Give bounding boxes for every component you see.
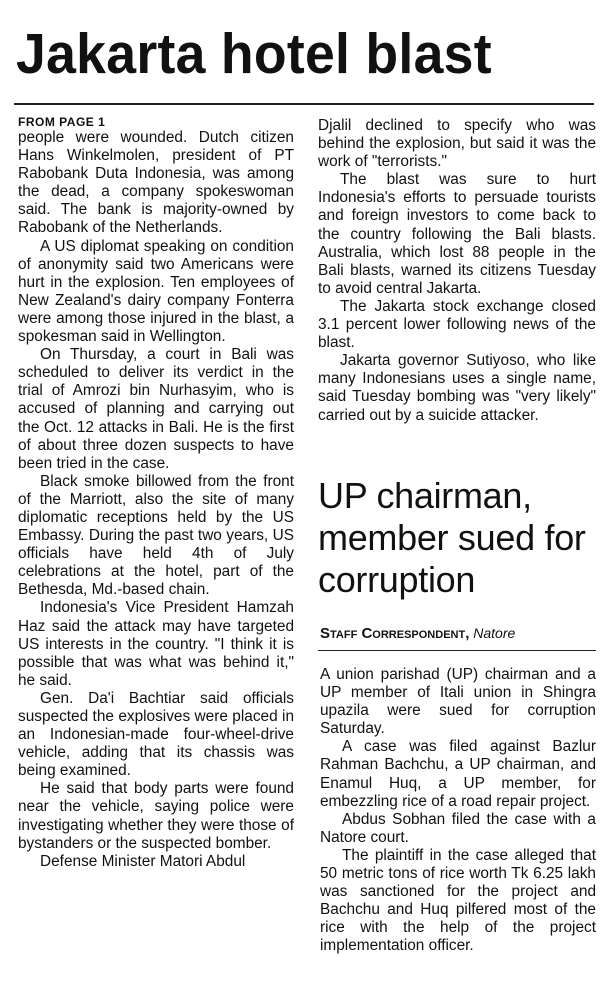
article-paragraph: people were wounded. Dutch citizen Hans Winkelmolen, president of PT Rabobank Duta Indonesia, was among the dead, a company spokeswoman said. The bank is majority-owned by Rabobank of the Netherlands. xyxy=(18,129,294,237)
article-paragraph: The Jakarta stock exchange closed 3.1 percent lower following news of the blast. xyxy=(318,297,596,352)
article-paragraph: He said that body parts were found near the vehicle, saying police were investigating whether they were those of bystanders or the suspected bomber. xyxy=(18,780,294,852)
article-paragraph: The blast was sure to hurt Indonesia's efforts to persuade tourists and foreign investors to come back to the country following the Bali blasts. Australia, which lost 88 people in the Bali blasts, warned its citizens Tuesday to avoid central Jakarta. xyxy=(318,171,596,297)
article-paragraph: A case was filed against Bazlur Rahman Bachchu, a UP chairman, and Enamul Huq, a UP member, for embezzling rice of a road repair project. xyxy=(320,738,596,810)
byline-name: Staff Correspondent, xyxy=(320,625,470,642)
article-paragraph: Jakarta governor Sutiyoso, who like many Indonesians uses a single name, said Tuesday bombing was "very likely" carried out by a suicide attacker. xyxy=(318,352,596,424)
article-paragraph: On Thursday, a court in Bali was scheduled to deliver its verdict in the trial of Amrozi bin Nurhasyim, who is accused of planning and carrying out the Oct. 12 attacks in Bali. He is the first of about three dozen suspects to have been tried in the case. xyxy=(18,346,294,472)
article-paragraph: Abdus Sobhan filed the case with a Natore court. xyxy=(320,810,596,846)
second-story-headline: UP chairman, member sued for corruption xyxy=(318,475,586,600)
article-paragraph: Indonesia's Vice President Hamzah Haz said the attack may have targeted US interests in the country. "I think it is possible that was what was behind it," he said. xyxy=(18,599,294,689)
article-paragraph: A union parishad (UP) chairman and a UP member of Itali union in Shingra upazila were sued for corruption Saturday. xyxy=(320,666,596,738)
article-paragraph: A US diplomat speaking on condition of anonymity said two Americans were hurt in the explosion. Ten employees of New Zealand's dairy company Fonterra were among those injured in the blast, a spokesman said in Wellington. xyxy=(18,237,294,346)
article-paragraph: Defense Minister Matori Abdul xyxy=(40,852,246,870)
continuation-label: FROM PAGE 1 xyxy=(18,115,106,129)
article-paragraph: The plaintiff in the case alleged that 50 metric tons of rice worth Tk 6.25 lakh was sanctioned for the project and Bachchu and Huq pilfered most of the rice with the help of the project implementation officer. xyxy=(320,846,596,955)
second-story-body xyxy=(320,666,596,956)
article-paragraph: Djalil declined to specify who was behind the explosion, but said it was the work of "terrorists." xyxy=(318,117,596,171)
byline-location: Natore xyxy=(473,625,516,641)
headline-rule xyxy=(14,103,594,105)
article-paragraph: Black smoke billowed from the front of the Marriott, also the site of many diplomatic receptions held by the US Embassy. During the past two years, US officials have held 4th of July celebrations at the hotel, part of the Bethesda, Md.-based chain. xyxy=(18,472,294,599)
byline-rule xyxy=(318,650,596,651)
byline xyxy=(320,624,600,643)
main-headline: Jakarta hotel blast xyxy=(16,22,492,86)
left-column xyxy=(18,115,294,871)
article-paragraph: Gen. Da'i Bachtiar said officials suspected the explosives were placed in an Indonesian-made four-wheel-drive vehicle, adding that its chassis was being examined. xyxy=(18,689,294,780)
right-column xyxy=(318,117,596,425)
